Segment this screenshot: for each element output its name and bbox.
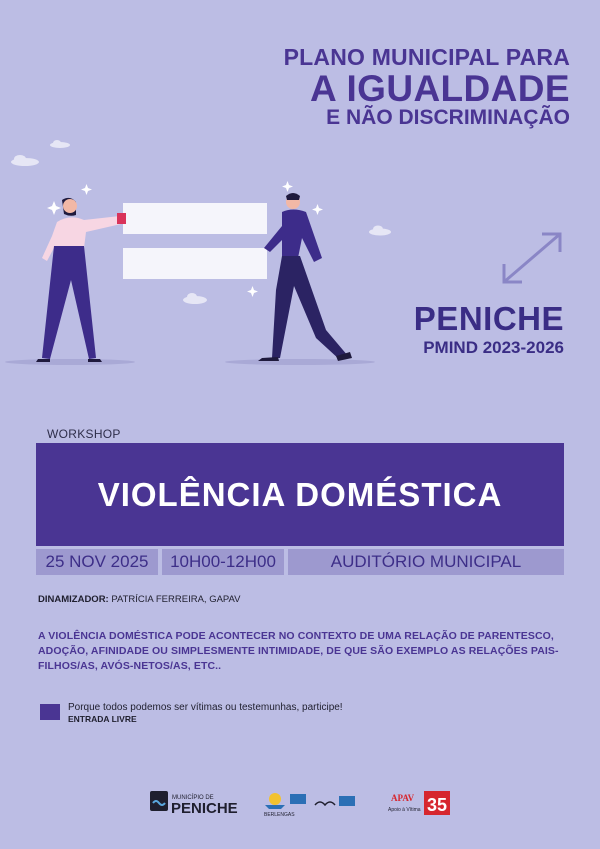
- plan-title-line2: A IGUALDADE: [310, 68, 570, 109]
- callout-text: Porque todos podemos ser vítimas ou testemunhas, participe!: [68, 702, 343, 713]
- equal-bar-bottom: [123, 248, 267, 279]
- berlengas-label: BERLENGAS: [264, 812, 295, 818]
- man-figure: [258, 193, 352, 361]
- facilitator-label: DINAMIZADOR:: [38, 594, 109, 605]
- event-date-text: 25 NOV 2025: [45, 552, 149, 571]
- diagonal-arrows-icon: [504, 234, 560, 282]
- plan-title-line1: PLANO MUNICIPAL PARA: [283, 44, 570, 70]
- event-time-text: 10H00-12H00: [170, 552, 276, 571]
- plan-title-line3: E NÃO DISCRIMINAÇÃO: [326, 106, 570, 129]
- event-date: [36, 549, 158, 575]
- admission-text: ENTRADA LIVRE: [68, 714, 137, 724]
- event-time: [162, 549, 284, 575]
- callout-marker: [40, 704, 60, 720]
- event-description: A VIOLÊNCIA DOMÉSTICA PODE ACONTECER NO CONTEXTO DE UMA RELAÇÃO DE PARENTESCO, ADOÇÃO, AFINIDADE OU SIMPLESMENTE INTIMIDADE, DE QUE SÃO EXEMPLO AS RELAÇÕES PAIS-FILHOS/AS, AVÓS-NETOS/AS, ETC..: [38, 630, 559, 672]
- anniversary-number: 35: [426, 795, 448, 815]
- apav-logo: [388, 793, 421, 813]
- anniversary-35-logo: [424, 791, 450, 815]
- municipio-small-label: MUNICÍPIO DE: [172, 795, 214, 801]
- apav-name: APAV: [391, 793, 415, 803]
- apav-tagline: Apoio à Vítima: [388, 807, 421, 813]
- event-venue: [288, 549, 564, 575]
- partner-logo-waves: [315, 802, 335, 805]
- facilitator-value: PATRÍCIA FERREIRA, GAPAV: [111, 594, 241, 605]
- brand-block: [414, 301, 564, 359]
- partner-logo-blue-2: [339, 796, 355, 806]
- event-venue-text: AUDITÓRIO MUNICIPAL: [330, 552, 522, 571]
- brand-subtitle: PMIND 2023-2026: [423, 338, 564, 357]
- municipio-name: PENICHE: [171, 800, 238, 817]
- facilitator-line: [38, 594, 241, 605]
- event-title-banner: [36, 443, 564, 546]
- brand-name: PENICHE: [413, 300, 564, 337]
- woman-figure: [36, 198, 126, 362]
- partner-logos: [0, 785, 600, 825]
- partner-logo-blue: [290, 794, 306, 804]
- municipio-peniche-logo: [150, 791, 238, 817]
- event-title: VIOLÊNCIA DOMÉSTICA: [97, 475, 503, 513]
- event-category: WORKSHOP: [47, 427, 121, 441]
- equal-bar-top: [123, 203, 267, 234]
